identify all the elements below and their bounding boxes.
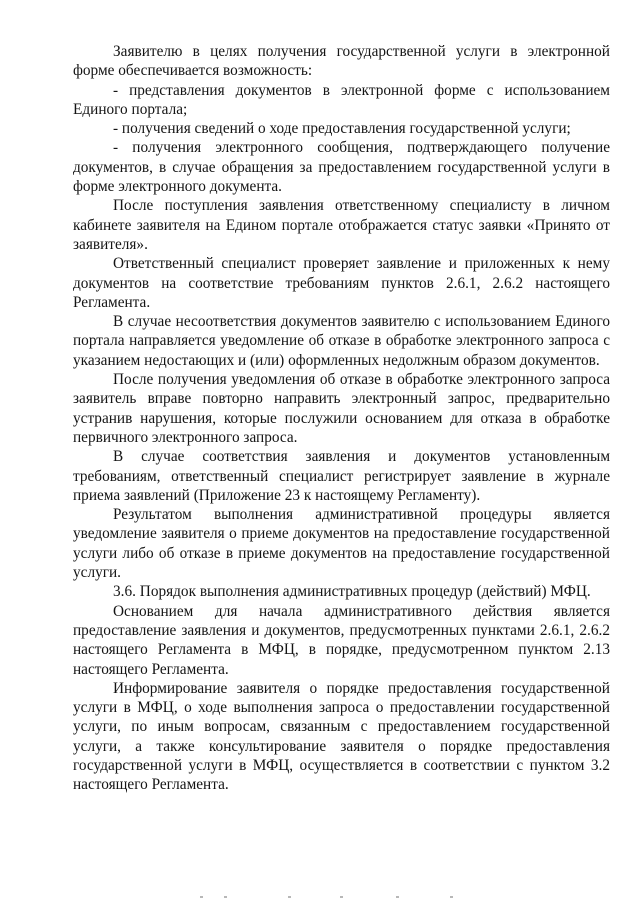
paragraph-mfc-basis: Основанием для начала административного действия является предоставление заявления и документов, предусмотренных пунктами 2.6.1, 2.6.2 настоящего Регламента в МФЦ, в порядке, предусмотренном пунктом 2.13 настоящего Регламента. — [73, 602, 610, 678]
scan-artifact-dots — [200, 896, 460, 900]
section-heading-3-6: 3.6. Порядок выполнения административных процедур (действий) МФЦ. — [113, 583, 591, 601]
paragraph-list-item-status-info: - получения сведений о ходе предоставления государственной услуги; — [113, 120, 571, 138]
document-page — [73, 42, 610, 795]
paragraph-list-item-confirmation: - получения электронного сообщения, подтверждающего получение документов, в случае обращения за предоставлением государственной услуги в форме электронного документа. — [73, 139, 610, 196]
paragraph-resubmission: После получения уведомления об отказе в обработке электронного запроса заявитель вправе повторно направить электронный запрос, предварительно устранив нарушения, которые послужили основанием для отказа в обработке первичного электронного запроса. — [73, 371, 610, 446]
paragraph-registration: В случае соответствия заявления и документов установленным требованиям, ответственный специалист регистрирует заявление в журнале приема заявлений (Приложение 23 к настоящему Регламенту). — [73, 448, 610, 504]
paragraph-list-item-submit-documents: - представления документов в электронной форме с использованием Единого портала; — [73, 81, 610, 118]
paragraph-procedure-result: Результатом выполнения административной процедуры является уведомление заявителя о приеме документов на предоставление государственной услуги либо об отказе в приеме документов на предоставление государственной услуги. — [73, 506, 610, 582]
paragraph-specialist-check: Ответственный специалист проверяет заявление и приложенных к нему документов на соответствие требованиям пунктов 2.6.1, 2.6.2 настоящего Регламента. — [73, 255, 610, 311]
paragraph-status-accepted: После поступления заявления ответственному специалисту в личном кабинете заявителя на Едином портале отображается статус заявки «Принято от заявителя». — [73, 197, 610, 253]
paragraph-mfc-informing: Информирование заявителя о порядке предоставления государственной услуги в МФЦ, о ходе выполнения запроса о предоставлении государственной услуги, по иным вопросам, связанным с предоставлением государственной услуги, а также консультирование заявителя о порядке предоставления государственной услуги в МФЦ, осуществляется в соответствии с пунктом 3.2 настоящего Регламента. — [73, 679, 610, 794]
paragraph-refusal-notice: В случае несоответствия документов заявителю с использованием Единого портала направляется уведомление об отказе в обработке электронного запроса с указанием недостающих и (или) оформленных недолжным образом документов. — [73, 313, 610, 369]
paragraph-electronic-form-intro: Заявителю в целях получения государственной услуги в электронной форме обеспечивается возможность: — [73, 43, 610, 80]
